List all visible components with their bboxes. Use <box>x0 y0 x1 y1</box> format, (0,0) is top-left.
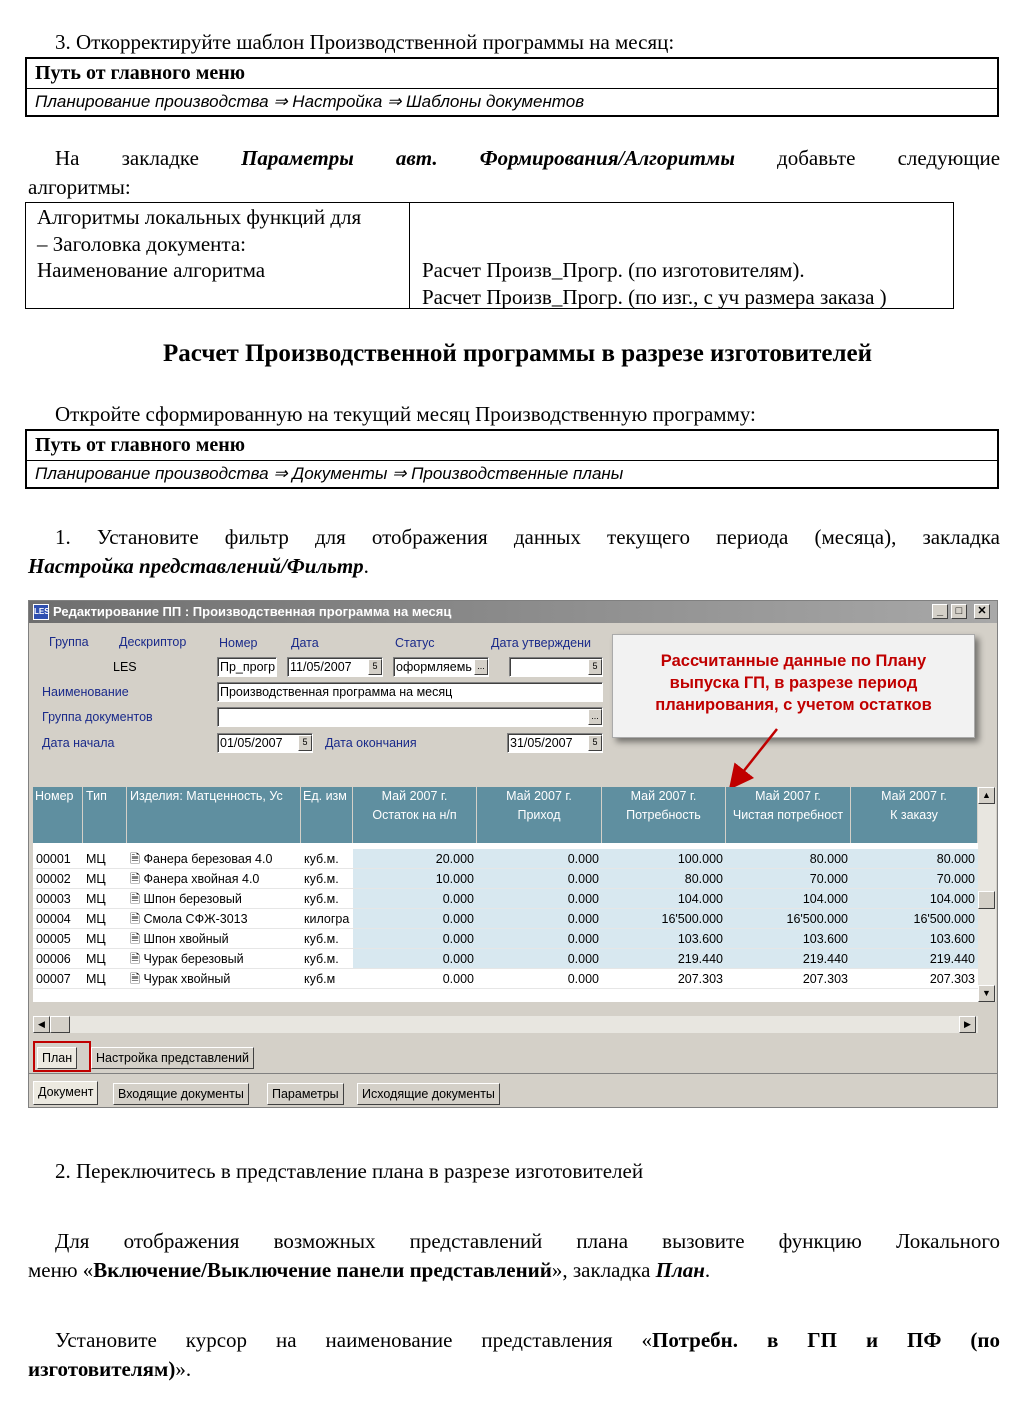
cursor-para-c: ». <box>175 1357 192 1381</box>
cell-net[interactable]: 70.000 <box>726 869 851 889</box>
menu-paragraph-line1 <box>28 1229 1000 1254</box>
cell-order[interactable]: 104.000 <box>851 889 978 909</box>
cell-item[interactable]: 🗎 Чурак березовый <box>130 952 244 966</box>
cell-rest[interactable]: 0.000 <box>353 889 477 909</box>
divider <box>29 1073 997 1074</box>
tab-outgoing-documents[interactable]: Исходящие документы <box>357 1083 500 1105</box>
cell-rest[interactable]: 10.000 <box>353 869 477 889</box>
document-icon: 🗎 <box>130 912 144 926</box>
scroll-down-icon[interactable]: ▼ <box>978 985 995 1002</box>
date-field[interactable]: 11/05/2007 <box>287 657 383 677</box>
scroll-up-icon[interactable]: ▲ <box>978 787 995 804</box>
callout-line: планирования, с учетом остатков <box>655 696 932 714</box>
tab-para-prefix: На закладке <box>55 146 199 170</box>
highlight-frame <box>33 1041 91 1072</box>
cell-income[interactable]: 0.000 <box>477 949 602 969</box>
cell-num[interactable]: 00007 <box>33 969 83 989</box>
tab-document[interactable]: Документ <box>33 1081 98 1105</box>
step2-text: 2. Переключитесь в представление плана в разрезе изготовителей <box>55 1159 644 1183</box>
label-name: Наименование <box>42 685 129 699</box>
start-date-field[interactable]: 01/05/2007 <box>217 733 313 753</box>
step1-line1 <box>28 525 1000 550</box>
path-header: Путь от главного меню <box>27 59 997 89</box>
callout-line: Рассчитанные данные по Плану <box>660 652 927 670</box>
cell-unit[interactable]: куб.м. <box>304 932 339 946</box>
document-icon: 🗎 <box>130 892 144 906</box>
cell-need[interactable]: 104.000 <box>602 889 726 909</box>
scroll-thumb[interactable] <box>50 1016 70 1033</box>
alg-left-line: – Заголовка документа: <box>37 231 247 256</box>
cell-num[interactable]: 00003 <box>36 892 71 906</box>
cell-num[interactable]: 00004 <box>36 912 71 926</box>
cell-item[interactable]: 🗎 Чурак хвойный <box>127 969 301 989</box>
cell-type[interactable]: МЦ <box>86 852 106 866</box>
horizontal-scrollbar[interactable] <box>33 1016 978 1033</box>
cell-rest[interactable]: 0.000 <box>353 929 477 949</box>
section-heading: Расчет Производственной программы в разрезе изготовителей <box>162 340 873 367</box>
label-start-date: Дата начала <box>42 736 115 750</box>
cell-order[interactable]: 70.000 <box>851 869 978 889</box>
label-approve-date: Дата утверждени <box>491 636 592 650</box>
cursor-paragraph-line2 <box>28 1357 191 1382</box>
window-title: Редактирование ПП : Производственная программа на месяц <box>53 604 452 619</box>
alg-left-line: Наименование алгоритма <box>37 258 266 282</box>
number-field[interactable]: Пр_прогр <box>217 657 277 677</box>
cell-income[interactable]: 0.000 <box>477 929 602 949</box>
document-icon: 🗎 <box>130 972 144 986</box>
col-header-rest[interactable]: Май 2007 г. Остаток на н/п <box>353 787 477 843</box>
col-header-order[interactable]: Май 2007 г. К заказу <box>851 787 978 843</box>
algorithms-table-left <box>26 203 410 308</box>
callout-line: выпуска ГП, в разрезе период <box>669 674 918 692</box>
plan-grid[interactable] <box>33 787 978 1002</box>
cell-num[interactable]: 00005 <box>36 932 71 946</box>
cell-net[interactable]: 104.000 <box>726 889 851 909</box>
cell-unit[interactable]: килогра <box>304 912 350 926</box>
col-header-income[interactable]: Май 2007 г. Приход <box>477 787 602 843</box>
tab-view-settings[interactable]: Настройка представлений <box>91 1047 254 1069</box>
calendar-icon[interactable]: 5 <box>588 735 602 751</box>
menu-para-text: Для отображения возможных представлений плана вызовите функцию Локального <box>55 1229 1000 1253</box>
tab-plan[interactable]: План <box>37 1047 77 1069</box>
cell-net[interactable]: 103.600 <box>726 929 851 949</box>
cell-unit[interactable]: куб.м. <box>304 872 339 886</box>
path-text: Планирование производства ⇒ Настройка ⇒ Шаблоны документов <box>35 92 585 111</box>
cell-unit[interactable]: куб.м <box>301 969 353 989</box>
step1-bold: Настройка представлений/Фильтр <box>28 554 364 578</box>
cell-rest[interactable]: 20.000 <box>353 849 477 869</box>
cell-income[interactable]: 0.000 <box>477 869 602 889</box>
maximize-button[interactable]: □ <box>951 604 967 619</box>
cell-net[interactable]: 16'500.000 <box>726 909 851 929</box>
label-doc-group: Группа документов <box>42 710 153 724</box>
end-date-field[interactable]: 31/05/2007 <box>507 733 603 753</box>
col-header-net[interactable]: Май 2007 г. Чистая потребност <box>726 787 851 843</box>
step1-line2 <box>28 554 369 579</box>
cell-order[interactable]: 80.000 <box>851 849 978 869</box>
cell-item[interactable]: 🗎 Шпон березовый <box>130 892 242 906</box>
cell-order[interactable]: 16'500.000 <box>851 909 978 929</box>
vertical-scrollbar[interactable] <box>978 787 996 1002</box>
alg-left-line: Алгоритмы локальных функций для <box>37 205 362 229</box>
cell-income[interactable]: 0.000 <box>477 909 602 929</box>
step1-end: . <box>363 554 369 578</box>
ellipsis-button[interactable]: ... <box>588 709 602 725</box>
cell-num[interactable]: 00006 <box>36 952 71 966</box>
document-icon: 🗎 <box>130 872 144 886</box>
cell-net[interactable]: 219.440 <box>726 949 851 969</box>
ellipsis-button[interactable]: ... <box>474 659 488 675</box>
menu-path-box-2 <box>25 429 999 489</box>
menu-para-italic: План <box>655 1258 705 1282</box>
document-icon: 🗎 <box>130 952 144 966</box>
tab-paragraph-line2: алгоритмы: <box>28 175 131 199</box>
path-text: Планирование производства ⇒ Документы ⇒ Производственные планы <box>35 464 624 483</box>
algorithms-table <box>25 202 954 309</box>
cell-order[interactable]: 207.303 <box>851 969 978 989</box>
cell-type[interactable]: МЦ <box>86 872 106 886</box>
cell-income[interactable]: 0.000 <box>477 889 602 909</box>
algorithms-table-right <box>410 203 953 309</box>
calendar-icon[interactable]: 5 <box>588 659 602 675</box>
document-icon: 🗎 <box>130 932 144 946</box>
cell-net[interactable]: 80.000 <box>726 849 851 869</box>
name-field[interactable]: Производственная программа на месяц <box>217 682 603 702</box>
alg-right-line: Расчет Произв_Прогр. (по изготовителям). <box>422 258 805 282</box>
menu-paragraph-line2 <box>28 1258 710 1283</box>
col-header-item[interactable]: Изделия: Матценность, Ус <box>127 787 301 843</box>
cell-order[interactable]: 103.600 <box>851 929 978 949</box>
row-separator <box>33 988 978 989</box>
cell-income[interactable]: 0.000 <box>477 969 602 989</box>
cursor-paragraph-line1 <box>28 1328 1000 1353</box>
cell-type[interactable]: МЦ <box>86 932 106 946</box>
cell-type[interactable]: МЦ <box>86 892 106 906</box>
app-icon: LES <box>33 604 49 620</box>
menu-para-c: . <box>704 1258 711 1282</box>
close-button[interactable]: ✕ <box>974 604 990 619</box>
cell-item[interactable]: 🗎 Фанера хвойная 4.0 <box>130 872 260 886</box>
tab-paragraph <box>28 146 1000 171</box>
cell-type[interactable]: МЦ <box>86 952 106 966</box>
cell-item[interactable]: 🗎 Шпон хвойный <box>130 932 229 946</box>
cell-need[interactable]: 219.440 <box>602 949 726 969</box>
col-header-type[interactable]: Тип <box>83 787 127 843</box>
cell-need[interactable]: 80.000 <box>602 869 726 889</box>
cell-num[interactable]: 00002 <box>36 872 71 886</box>
calendar-icon[interactable]: 5 <box>298 735 312 751</box>
label-end-date: Дата окончания <box>325 736 417 750</box>
label-status: Статус <box>395 636 435 650</box>
cell-net[interactable]: 207.303 <box>726 969 851 989</box>
cell-type[interactable]: МЦ <box>83 969 127 989</box>
edit-window <box>28 600 998 1108</box>
cell-income[interactable]: 0.000 <box>477 849 602 869</box>
cursor-para-bold: Потребн. в ГП и ПФ (по <box>652 1328 1000 1352</box>
cursor-para-a: Установите курсор на наименование представления « <box>55 1328 653 1352</box>
cell-unit[interactable]: куб.м. <box>304 852 339 866</box>
col-header-unit[interactable]: Ед. изм <box>301 787 353 843</box>
cell-rest[interactable]: 0.000 <box>353 909 477 929</box>
menu-para-b: », закладка <box>551 1258 656 1282</box>
cell-num[interactable]: 00001 <box>36 852 71 866</box>
tab-para-bold: Параметры авт. Формирования/Алгоритмы <box>241 146 735 170</box>
label-group: Группа <box>49 635 89 649</box>
menu-para-a: меню « <box>28 1258 94 1282</box>
cursor-para-bold2: изготовителям) <box>28 1357 176 1381</box>
label-descriptor: Дескриптор <box>119 635 187 649</box>
label-number: Номер <box>219 636 258 650</box>
cell-item[interactable]: 🗎 Фанера березовая 4.0 <box>130 852 273 866</box>
cell-unit[interactable]: куб.м. <box>304 892 339 906</box>
menu-path-box-1 <box>25 57 999 117</box>
cell-need[interactable]: 16'500.000 <box>602 909 726 929</box>
tab-parameters[interactable]: Параметры <box>267 1083 344 1105</box>
cell-need[interactable]: 103.600 <box>602 929 726 949</box>
document-icon: 🗎 <box>130 852 144 866</box>
open-paragraph: Откройте сформированную на текущий месяц Производственную программу: <box>55 402 756 426</box>
scroll-right-icon[interactable]: ▶ <box>959 1016 976 1033</box>
calendar-icon[interactable]: 5 <box>368 659 382 675</box>
descriptor-value: LES <box>113 660 137 674</box>
label-date: Дата <box>291 636 319 650</box>
cell-type[interactable]: МЦ <box>86 912 106 926</box>
tab-para-suffix: добавьте следующие <box>777 146 1001 170</box>
cell-rest[interactable]: 0.000 <box>353 949 477 969</box>
col-header-need[interactable]: Май 2007 г. Потребность <box>602 787 726 843</box>
alg-right-line: Расчет Произв_Прогр. (по изг., с уч размера заказа ) <box>422 284 887 309</box>
cell-unit[interactable]: куб.м. <box>304 952 339 966</box>
cell-rest[interactable]: 0.000 <box>353 969 477 989</box>
cell-order[interactable]: 219.440 <box>851 949 978 969</box>
cell-need[interactable]: 100.000 <box>602 849 726 869</box>
cell-item[interactable]: 🗎 Смола СФЖ-3013 <box>130 912 248 926</box>
status-field[interactable]: оформляемь <box>393 657 489 677</box>
scroll-left-icon[interactable]: ◀ <box>33 1016 50 1033</box>
scroll-thumb[interactable] <box>978 891 995 909</box>
step1-text: 1. Установите фильтр для отображения данных текущего периода (месяца), закладка <box>55 525 1000 549</box>
col-header-number[interactable]: Номер <box>33 787 83 843</box>
step3-text: 3. Откорректируйте шаблон Производственной программы на месяц: <box>55 30 675 54</box>
tab-incoming-documents[interactable]: Входящие документы <box>113 1083 249 1105</box>
minimize-button[interactable]: _ <box>932 604 948 619</box>
cell-need[interactable]: 207.303 <box>602 969 726 989</box>
menu-para-bold: Включение/Выключение панели представлений <box>93 1258 552 1282</box>
path-header: Путь от главного меню <box>27 431 997 461</box>
